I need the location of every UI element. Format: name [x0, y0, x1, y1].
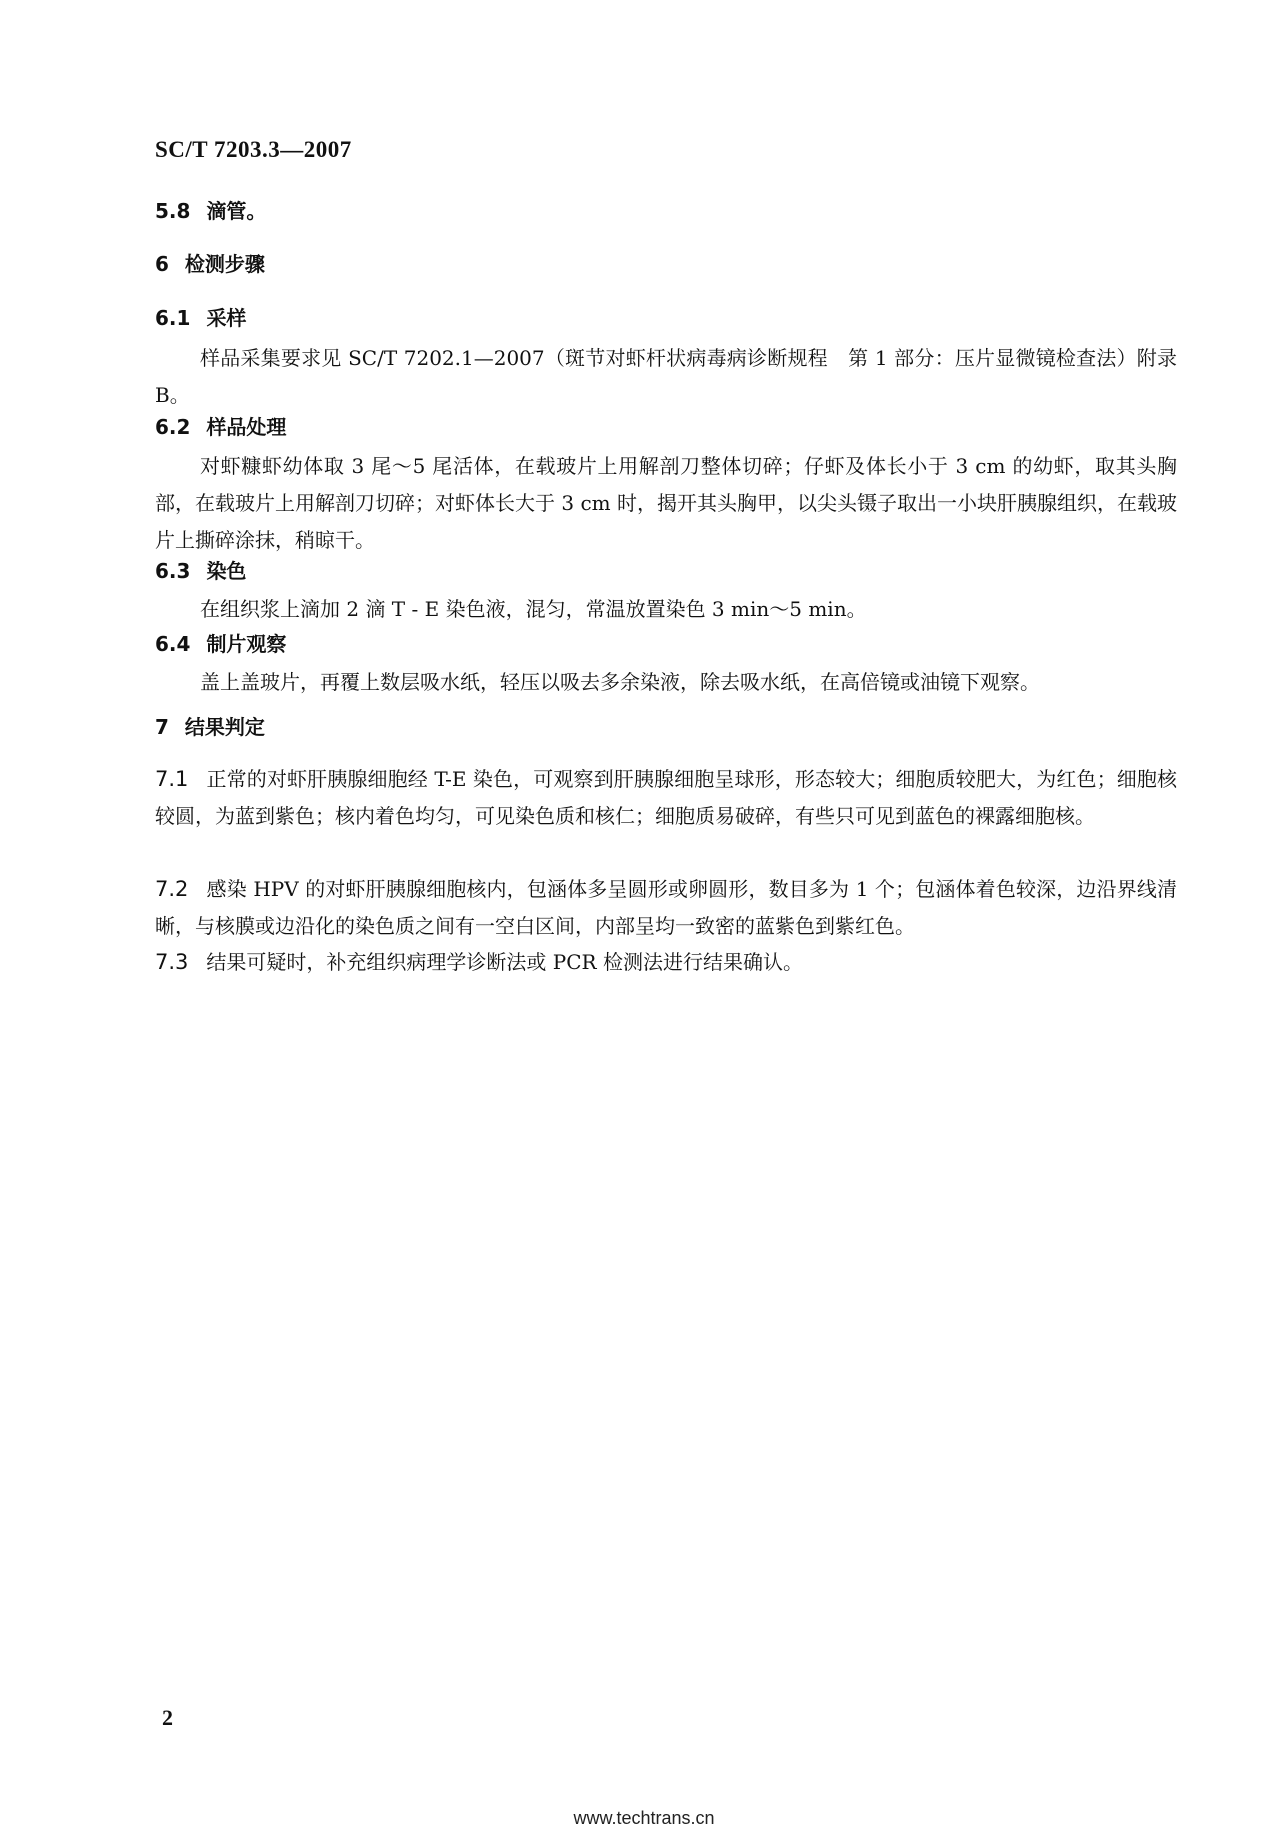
section-6-4-heading	[155, 630, 286, 658]
section-title: 采样	[206, 306, 247, 330]
section-number: 6.2	[155, 415, 191, 439]
section-number: 7.2	[155, 877, 189, 901]
section-number: 6.1	[155, 306, 191, 330]
section-title: 检测步骤	[184, 252, 265, 276]
section-number: 5.8	[155, 199, 191, 223]
section-6-3-body: 在组织浆上滴加 2 滴 T - E 染色液，混匀，常温放置染色 3 min～5 min。	[200, 597, 867, 621]
section-number: 7	[155, 715, 169, 739]
section-number: 7.1	[155, 767, 189, 791]
section-6-2-body: 对虾糠虾幼体取 3 尾～5 尾活体，在载玻片上用解剖刀整体切碎；仔虾及体长小于 3 cm 的幼虾，取其头胸部，在载玻片上用解剖刀切碎；对虾体长大于 3 cm 时，揭开其头胸甲，以尖头镊子取出一小块肝胰腺组织，在载玻片上撕碎涂抹，稍晾干。	[155, 454, 1177, 552]
section-number: 6.4	[155, 632, 191, 656]
section-title: 样品处理	[206, 415, 287, 439]
section-body: 感染 HPV 的对虾肝胰腺细胞核内，包涵体多呈圆形或卵圆形，数目多为 1 个；包涵体着色较深，边沿界线清晰，与核膜或边沿化的染色质之间有一空白区间，内部呈均一致密的蓝紫色到紫红色。	[155, 877, 1177, 938]
section-6-1-body: 样品采集要求见 SC/T 7202.1—2007（斑节对虾杆状病毒病诊断规程 第 1 部分：压片显微镜检查法）附录 B。	[155, 346, 1177, 407]
page-number: 2	[162, 1705, 173, 1730]
section-title: 染色	[206, 559, 247, 583]
section-number: 6.3	[155, 559, 191, 583]
section-6-4-body: 盖上盖玻片，再覆上数层吸水纸，轻压以吸去多余染液，除去吸水纸，在高倍镜或油镜下观察。	[200, 670, 1040, 694]
section-body: 结果可疑时，补充组织病理学诊断法或 PCR 检测法进行结果确认。	[206, 950, 803, 974]
section-6-3-heading	[155, 557, 246, 585]
section-title: 结果判定	[184, 715, 265, 739]
section-7-2	[155, 871, 1177, 945]
section-title: 制片观察	[206, 632, 287, 656]
section-number: 7.3	[155, 950, 189, 974]
section-title: 滴管。	[206, 199, 267, 223]
section-body: 正常的对虾肝胰腺细胞经 T-E 染色，可观察到肝胰腺细胞呈球形，形态较大；细胞质较肥大，为红色；细胞核较圆，为蓝到紫色；核内着色均匀，可见染色质和核仁；细胞质易破碎，有些只可见到蓝色的裸露细胞核。	[155, 767, 1177, 828]
section-6-2-heading	[155, 413, 286, 441]
section-5-8	[155, 197, 266, 225]
section-7-1	[155, 761, 1177, 835]
section-6-heading	[155, 250, 265, 278]
section-7-3	[155, 944, 1177, 981]
section-6-1-heading	[155, 304, 246, 332]
footer-url: www.techtrans.cn	[573, 1808, 715, 1828]
section-7-heading	[155, 713, 265, 741]
section-number: 6	[155, 252, 169, 276]
standard-code: SC/T 7203.3—2007	[155, 137, 352, 162]
